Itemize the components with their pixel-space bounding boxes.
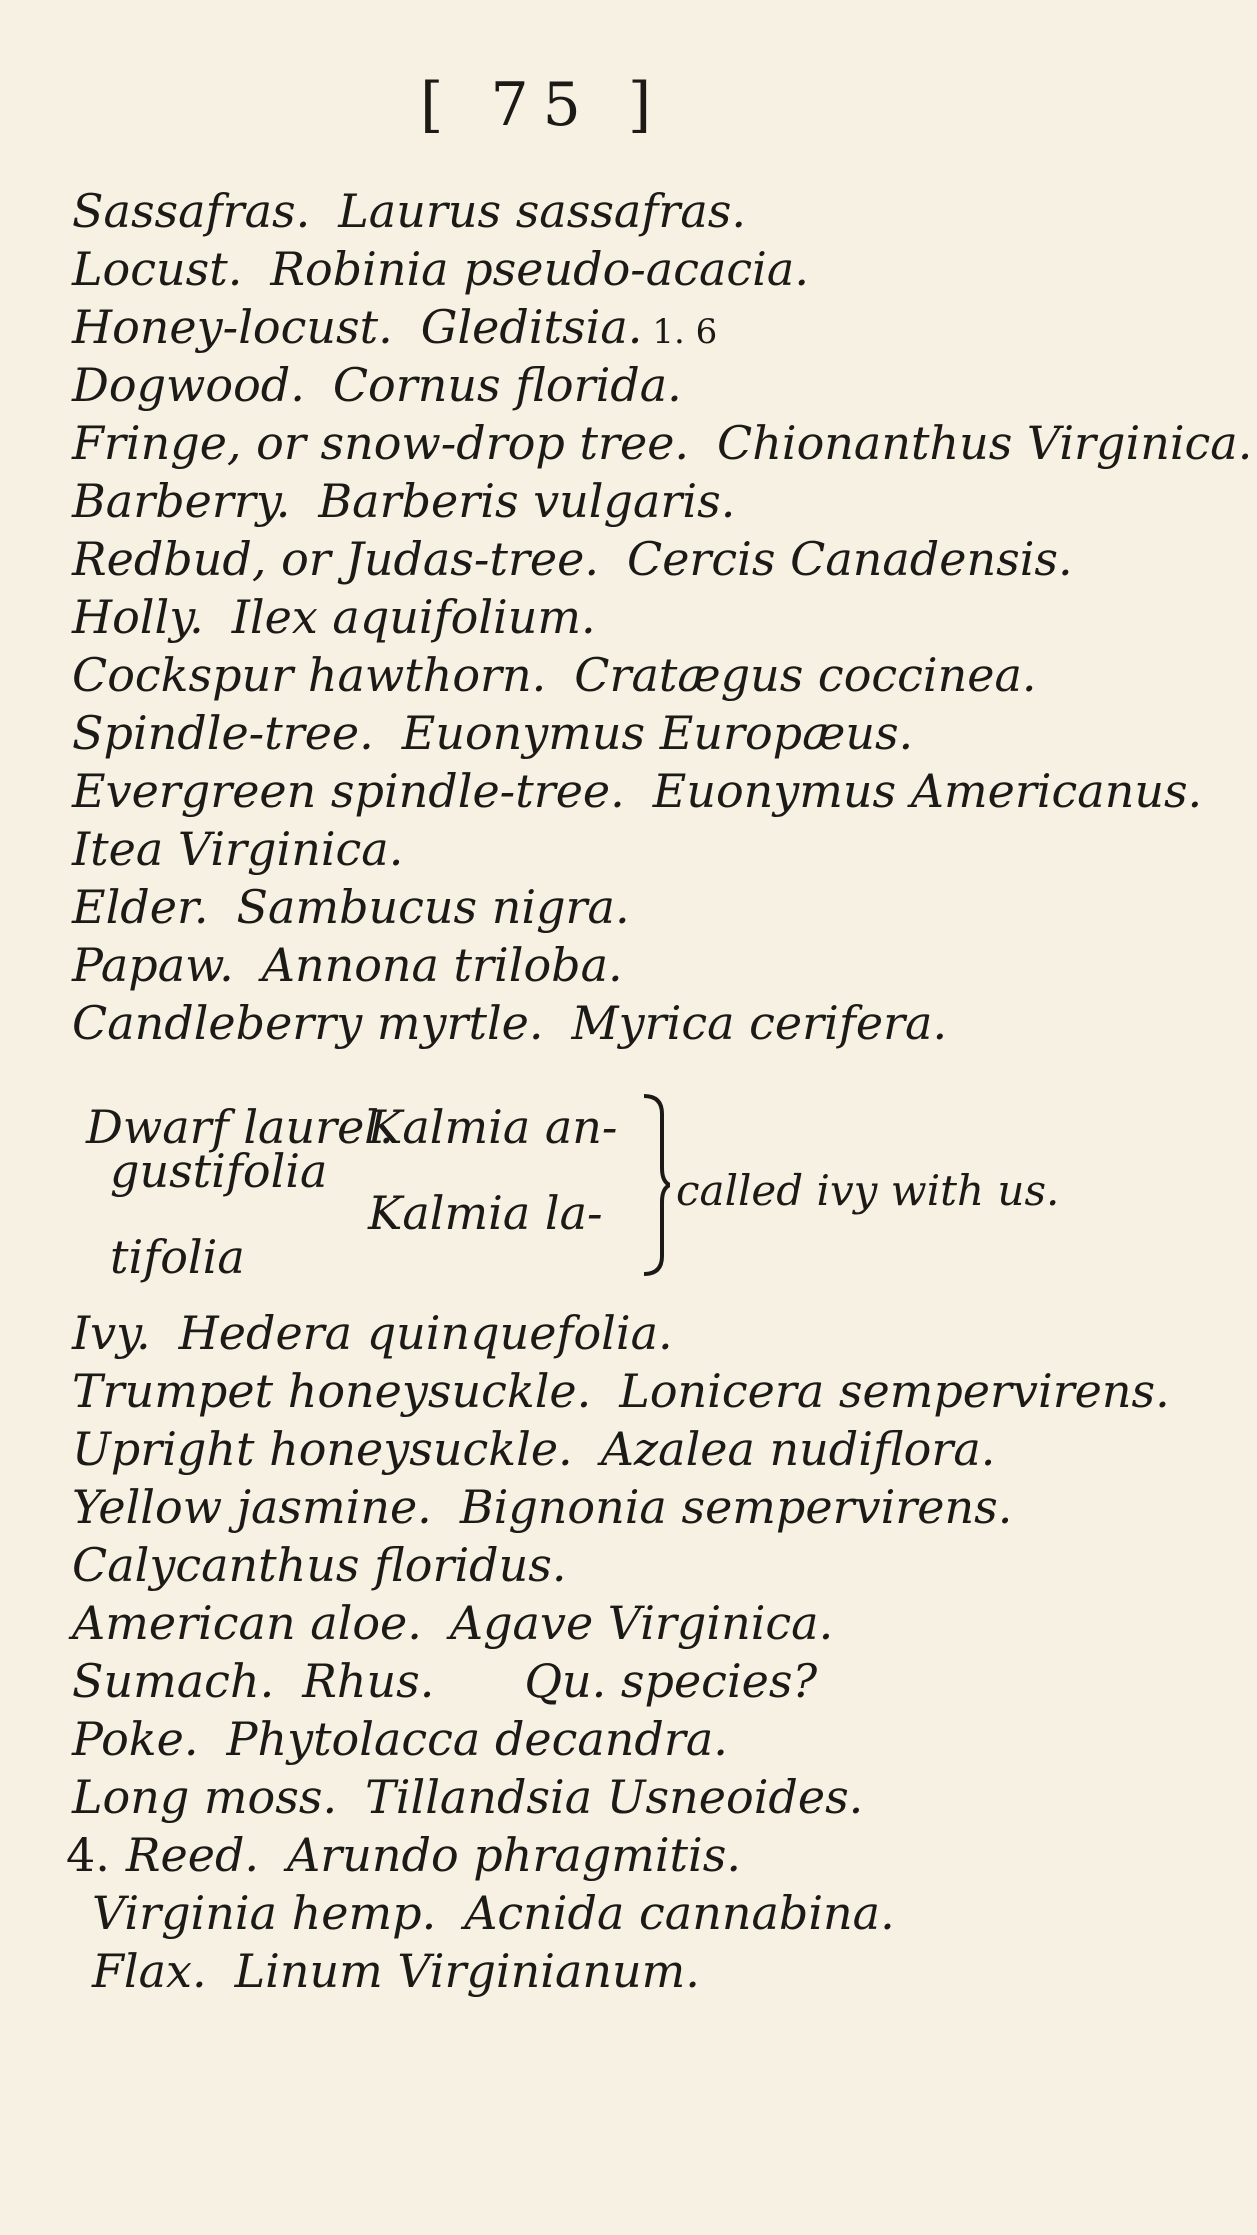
list-item xyxy=(72,1306,673,1360)
latin-name: Arundo phragmitis. xyxy=(287,1828,741,1882)
latin-name: Lonicera sempervirens. xyxy=(619,1364,1170,1418)
list-item xyxy=(72,706,914,760)
list-item xyxy=(72,880,630,934)
common-name: Elder. xyxy=(72,880,209,934)
latin-name: Cercis Canadensis. xyxy=(627,532,1073,586)
bracket-label: called ivy with us. xyxy=(676,1166,1060,1215)
common-name: Poke. xyxy=(72,1712,199,1766)
latin-name: Hedera quinquefolia. xyxy=(178,1306,673,1360)
list-item xyxy=(66,1828,741,1882)
list-item xyxy=(72,474,736,528)
latin-name: Chionanthus Virginica. xyxy=(717,416,1253,470)
latin-name: Phytolacca decandra. xyxy=(226,1712,728,1766)
common-name: Holly. xyxy=(72,590,204,644)
common-name: Yellow jasmine. xyxy=(72,1480,432,1534)
latin-name: Annona triloba. xyxy=(261,938,623,992)
common-name: Fringe, or snow-drop tree. xyxy=(72,416,690,470)
latin-name: Acnida cannabina. xyxy=(464,1886,895,1940)
page-number: [ 75 ] xyxy=(420,70,666,140)
marginal-note: 1. 6 xyxy=(652,312,718,352)
list-item xyxy=(72,1480,1013,1534)
latin-name: Bignonia sempervirens. xyxy=(459,1480,1013,1534)
common-name: Evergreen spindle-tree. xyxy=(72,764,625,818)
common-name: Cockspur hawthorn. xyxy=(72,648,547,702)
list-item xyxy=(72,1538,567,1592)
bracket-line1-latin: Kalmia an- xyxy=(368,1100,618,1154)
latin-name: Robinia pseudo-acacia. xyxy=(270,242,809,296)
latin-name: Azalea nudiflora. xyxy=(600,1422,996,1476)
list-item xyxy=(72,300,718,354)
item-number: 4. xyxy=(66,1828,110,1882)
list-item xyxy=(72,996,948,1050)
list-item xyxy=(72,1364,1170,1418)
bracket-group xyxy=(0,1080,1257,1284)
latin-name: Myrica cerifera. xyxy=(571,996,948,1050)
common-name: Honey-locust. xyxy=(72,300,393,354)
common-name: Papaw. xyxy=(72,938,234,992)
bracket-line3-latin: Kalmia la- xyxy=(368,1186,603,1240)
latin-name: Linum Virginianum. xyxy=(234,1944,700,1998)
common-name: Redbud, or Judas-tree. xyxy=(72,532,600,586)
common-name: Sassafras. xyxy=(72,184,311,238)
list-item xyxy=(72,1422,996,1476)
list-item xyxy=(72,764,1203,818)
list-item xyxy=(72,822,404,876)
latin-name: Agave Virginica. xyxy=(449,1596,834,1650)
common-name: Spindle-tree. xyxy=(72,706,374,760)
bracket-line4: tifolia xyxy=(110,1230,245,1284)
common-name: American aloe. xyxy=(72,1596,422,1650)
bracket-line1-common: Dwarf laurel. xyxy=(86,1100,394,1154)
common-name: Reed. xyxy=(125,1828,260,1882)
common-name: Dogwood. xyxy=(72,358,305,412)
list-item xyxy=(72,648,1037,702)
latin-name: Sambucus nigra. xyxy=(236,880,630,934)
common-name: Sumach. xyxy=(72,1654,275,1708)
list-item xyxy=(72,242,809,296)
latin-name: Gleditsia. xyxy=(420,300,643,354)
common-name: Upright honeysuckle. xyxy=(72,1422,573,1476)
common-name: Trumpet honeysuckle. xyxy=(72,1364,592,1418)
list-item xyxy=(72,184,747,238)
query-note: Qu. species? xyxy=(524,1654,818,1708)
list-item xyxy=(72,1654,818,1708)
list-item xyxy=(72,938,623,992)
bracket-line2: gustifolia xyxy=(110,1144,328,1198)
common-name: Virginia hemp. xyxy=(92,1886,437,1940)
common-name: Barberry. xyxy=(72,474,291,528)
latin-name: Euonymus Americanus. xyxy=(652,764,1203,818)
list-item xyxy=(72,532,1073,586)
latin-name: Euonymus Europæus. xyxy=(401,706,914,760)
common-name: Itea Virginica. xyxy=(72,822,404,876)
common-name: Candleberry myrtle. xyxy=(72,996,544,1050)
curly-brace xyxy=(640,1090,670,1280)
common-name: Locust. xyxy=(72,242,243,296)
common-name: Calycanthus floridus. xyxy=(72,1538,567,1592)
latin-name: Ilex aquifolium. xyxy=(231,590,596,644)
list-item xyxy=(72,1596,834,1650)
list-item xyxy=(72,358,682,412)
list-item xyxy=(72,590,596,644)
common-name: Long moss. xyxy=(72,1770,338,1824)
common-name: Ivy. xyxy=(72,1306,151,1360)
common-name: Flax. xyxy=(92,1944,207,1998)
list-item xyxy=(92,1886,895,1940)
list-item xyxy=(92,1944,700,1998)
latin-name: Cornus florida. xyxy=(332,358,682,412)
list-item xyxy=(72,416,1253,470)
latin-name: Laurus sassafras. xyxy=(338,184,747,238)
latin-name: Tillandsia Usneoides. xyxy=(365,1770,864,1824)
latin-name: Barberis vulgaris. xyxy=(318,474,736,528)
list-item xyxy=(72,1770,864,1824)
list-item xyxy=(72,1712,728,1766)
latin-name: Cratægus coccinea. xyxy=(574,648,1037,702)
latin-name: Rhus. xyxy=(302,1654,435,1708)
